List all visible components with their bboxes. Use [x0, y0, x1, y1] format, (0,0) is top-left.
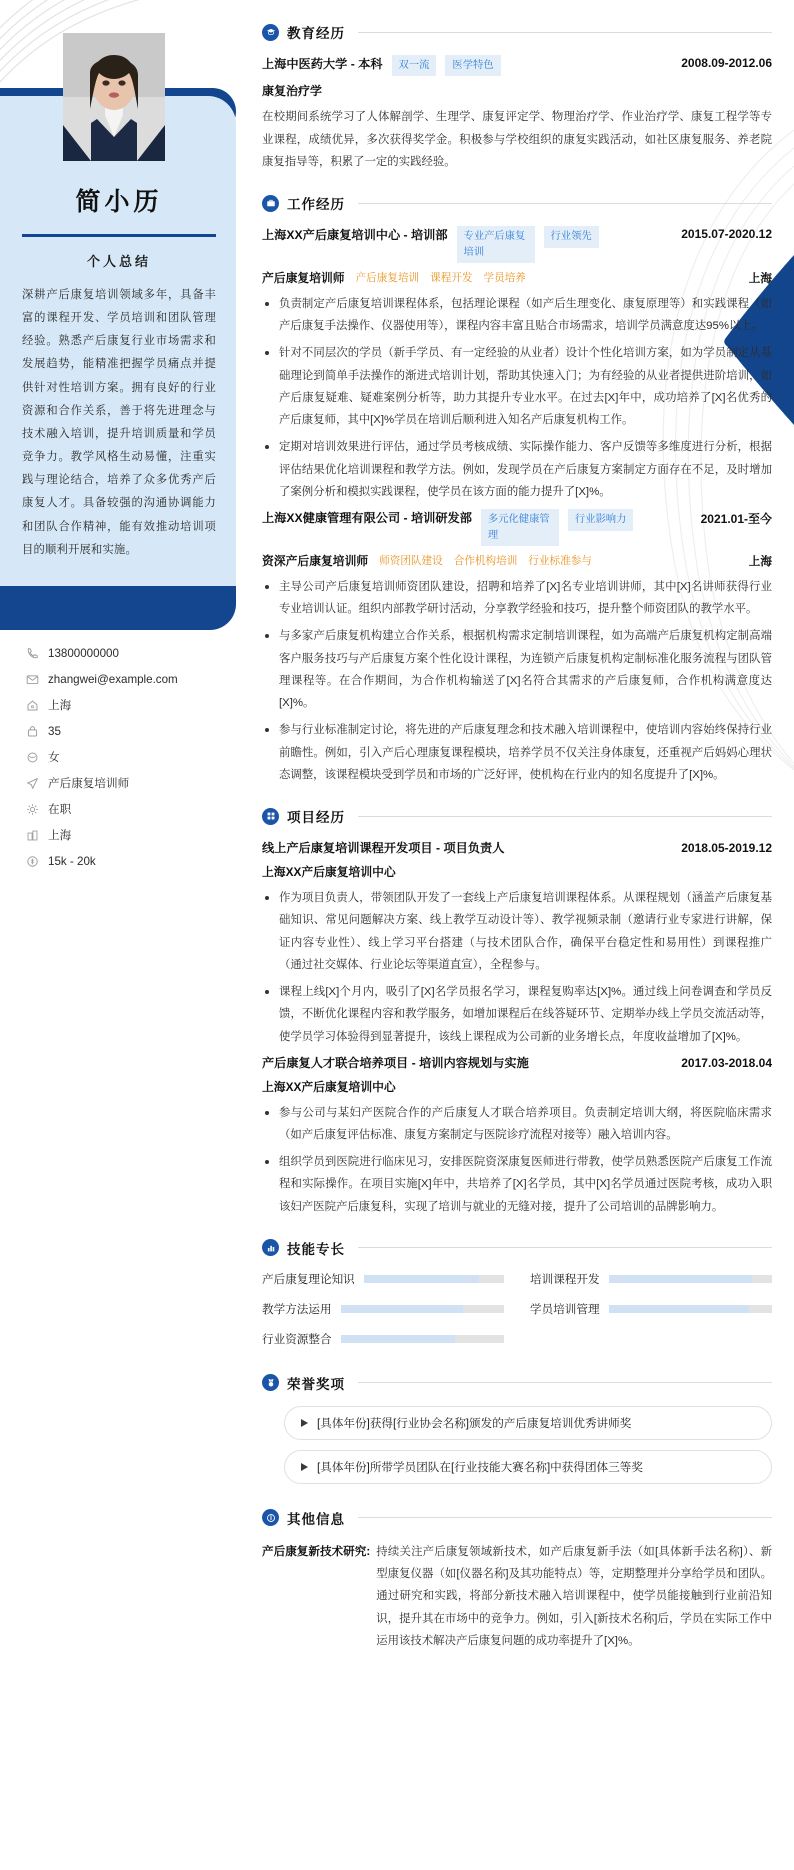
work-bullets: [262, 293, 772, 503]
job-title: 产后康复培训师: [262, 271, 345, 286]
education-major: 康复治疗学: [262, 84, 323, 99]
contact-age: [26, 718, 246, 744]
education-date: 2008.09-2012.06: [681, 56, 772, 70]
bullet-item: 参与公司与某妇产医院合作的产后康复人才联合培养项目。负责制定培训大纲，将医院临床需求（如产后康复评估标准、康复方案制定与医院诊疗流程对接等）融入培训内容。: [262, 1102, 772, 1146]
company-tag: 专业产后康复培训: [457, 226, 535, 263]
section-rule: [358, 1382, 772, 1383]
section-header-awards: [262, 1373, 772, 1393]
skill-name: 学员培训管理: [530, 1302, 600, 1316]
project-date: 2017.03-2018.04: [681, 1055, 772, 1070]
contact-value: 13800000000: [48, 646, 119, 660]
other-info-row: [262, 1541, 772, 1652]
section-rule: [358, 203, 772, 204]
award-text: [具体年份]获得[行业协会名称]颁发的产后康复培训优秀讲师奖: [317, 1416, 632, 1430]
role-tag: 合作机构培训: [453, 555, 518, 567]
project-bullets: [262, 1102, 772, 1218]
education-entry-header: [262, 55, 772, 76]
role-tag: 课程开发: [430, 272, 473, 285]
project-header: [262, 839, 772, 856]
work-role-row: [262, 552, 772, 569]
main-column: [262, 22, 772, 1652]
work-entry-header: [262, 509, 772, 546]
age-icon: [26, 725, 39, 738]
project-name: 产后康复人才联合培养项目 - 培训内容规划与实施: [262, 1055, 529, 1070]
role-tag: 行业标准参与: [528, 555, 592, 567]
job-title: 资深产后康复培训师: [262, 554, 369, 568]
summary-title: 个人总结: [86, 254, 151, 269]
salary-icon: [26, 855, 39, 868]
section-title: 工作经历: [287, 197, 345, 213]
contact-home: [26, 692, 246, 718]
contact-value: 产后康复培训师: [48, 777, 130, 790]
skill-fill: [609, 1275, 753, 1283]
work-entry: [262, 509, 772, 786]
section-header-education: [262, 22, 772, 42]
city-icon: [26, 829, 39, 842]
school-name: 上海中医药大学 - 本科: [262, 57, 383, 71]
contact-list: [0, 640, 246, 874]
project-header: [262, 1054, 772, 1071]
avatar: [63, 33, 165, 161]
contact-value: 35: [48, 724, 61, 738]
skill-bar: [364, 1275, 504, 1283]
other-label: 产后康复新技术研究:: [262, 1544, 371, 1558]
section-title: 项目经历: [287, 810, 345, 826]
role-tag: 学员培养: [483, 272, 526, 285]
info-icon: [262, 1509, 279, 1526]
project-org: 上海XX产后康复培训中心: [262, 865, 396, 880]
section-rule: [358, 1517, 772, 1518]
skill-name: 行业资源整合: [262, 1332, 332, 1346]
skill-fill: [341, 1305, 464, 1313]
contact-value: 女: [48, 751, 60, 764]
skill-name: 教学方法运用: [262, 1302, 332, 1316]
bullet-item: 定期对培训效果进行评估，通过学员考核成绩、实际操作能力、客户反馈等多维度进行分析，根据评估结果优化培训课程和教学方法。例如，发现学员在产后康复方案制定方面存在不足，及时增加了案例分析和模拟实践课程，使学员在该方面的能力提升了[X]%。: [262, 436, 772, 503]
skill-item: [262, 1331, 504, 1347]
graduation-cap-icon: [262, 24, 279, 41]
contact-city: [26, 822, 246, 848]
awards-list: [262, 1406, 772, 1484]
candidate-name: 简小历: [75, 188, 163, 216]
work-bullets: [262, 576, 772, 786]
skill-item: [530, 1271, 772, 1287]
contact-salary: [26, 848, 246, 874]
contact-status: [26, 796, 246, 822]
bullet-item: 作为项目负责人，带领团队开发了一套线上产后康复培训课程体系。从课程规划（涵盖产后康复基础知识、常见问题解决方案、线上教学互动设计等）、教学视频录制（邀请行业专家进行讲解，保证内容专业性）、线上学习平台搭建（与技术团队合作，确保平台稳定性和易用性）到课程推广（通过社交媒体、行业论坛等渠道直宣），全程参与。: [262, 887, 772, 976]
award-text: [具体年份]所带学员团队在[行业技能大赛名称]中获得团体三等奖: [317, 1460, 643, 1474]
contact-value: 15k - 20k: [48, 854, 96, 868]
skill-bar: [341, 1335, 504, 1343]
contact-job: [26, 770, 246, 796]
job-icon: [26, 777, 39, 790]
bar-chart-icon: [262, 1239, 279, 1256]
skill-name: 培训课程开发: [530, 1272, 600, 1286]
section-header-work: [262, 193, 772, 213]
bullet-item: 课程上线[X]个月内，吸引了[X]名学员报名学习，课程复购率达[X]%。通过线上问卷调查和学员反馈，不断优化课程内容和教学服务，如增加课程后在线答疑环节、定期举办线上学员交流活动等，使学员学习体验得到显著提升，该线上课程成为公司新的业务增长点，年度收益增加了[X]%。: [262, 981, 772, 1048]
skill-bar: [609, 1305, 772, 1313]
work-role-row: [262, 269, 772, 286]
company-tag: 行业影响力: [568, 509, 633, 530]
section-title: 其他信息: [287, 1511, 345, 1527]
contact-value: 上海: [48, 699, 72, 712]
status-icon: [26, 803, 39, 816]
contact-phone: [26, 640, 246, 666]
project-grid-icon: [262, 808, 279, 825]
skills-grid: [262, 1271, 772, 1347]
play-triangle-icon: [301, 1419, 308, 1427]
bullet-item: 组织学员到医院进行临床见习，安排医院资深康复医师进行带教，使学员熟悉医院产后康复工作流程和实际操作。在项目实施[X]年中，共培养了[X]名学员，其中[X]名学员通过医院考核，成功入职该妇产医院产后康复科，实现了培训与就业的无缝对接，提升了公司培训的品牌影响力。: [262, 1151, 772, 1218]
project-entry: [262, 1054, 772, 1218]
skill-fill: [364, 1275, 479, 1283]
bullet-item: 与多家产后康复机构建立合作关系，根据机构需求定制培训课程，如为高端产后康复机构定制高端客户服务技巧与产后康复方案个性化设计课程，为连锁产后康复机构定制标准化服务流程与团队管理课程等。在合作期间，为合作机构输送了[X]名符合其需求的产后康复师，合作机构满意度达[X]%。: [262, 625, 772, 714]
section-title: 荣誉奖项: [287, 1376, 345, 1392]
bullet-item: 针对不同层次的学员（新手学员、有一定经验的从业者）设计个性化培训方案，如为学员制定从基础理论到简单手法操作的渐进式培训计划，帮助其快速入门；为有经验的从业者提供进阶培训，如产后康复疑难、疑难案例分析等，助力其提升专业水平。在过去[X]年中，成功培养了[X]名优秀的产后康复师，其中[X]%学员在培训后顺利进入知名产后康复机构工作。: [262, 342, 772, 431]
phone-icon: [26, 647, 39, 660]
contact-email: [26, 666, 246, 692]
project-org: 上海XX产后康复培训中心: [262, 1079, 396, 1094]
work-entry-header: [262, 226, 772, 263]
skill-bar: [341, 1305, 504, 1313]
bullet-item: 负责制定产后康复培训课程体系，包括理论课程（如产后生理变化、康复原理等）和实践课程（如产后康复手法操作、仪器使用等），课程内容丰富且贴合市场需求，培训学员满意度达95%以上。: [262, 293, 772, 337]
company-tag: 多元化健康管理: [481, 509, 559, 546]
contact-gender: [26, 744, 246, 770]
skill-fill: [609, 1305, 750, 1313]
contact-value: 在职: [48, 803, 72, 816]
project-date: 2018.05-2019.12: [681, 841, 772, 856]
contact-value: zhangwei@example.com: [48, 672, 178, 686]
education-tag: 医学特色: [445, 55, 500, 76]
play-triangle-icon: [301, 1463, 308, 1471]
skill-item: [262, 1301, 504, 1317]
project-bullets: [262, 887, 772, 1048]
work-entry: [262, 226, 772, 503]
name-divider: [22, 234, 216, 237]
education-tag: 双一流: [392, 55, 437, 76]
section-title: 技能专长: [287, 1241, 345, 1257]
section-rule: [358, 816, 772, 817]
mail-icon: [26, 673, 39, 686]
section-rule: [358, 32, 772, 33]
company-name: 上海XX产后康复培训中心 - 培训部: [262, 228, 448, 243]
company-name: 上海XX健康管理有限公司 - 培训研发部: [262, 511, 472, 526]
skill-item: [262, 1271, 504, 1287]
contact-value: 上海: [48, 829, 72, 842]
sidebar-panel: [0, 96, 236, 616]
skill-item: [530, 1301, 772, 1317]
medal-icon: [262, 1374, 279, 1391]
gender-icon: [26, 751, 39, 764]
other-text: 持续关注产后康复领域新技术，如产后康复新手法（如[具体新手法名称]）、新型康复仪器（如[仪器名称]及其功能特点）等，定期整理并分享给学员和团队。通过研究和实践，将部分新技术融入培训课程中，使学员能接触到行业前沿知识，提升其在市场中的竞争力。例如，引入[新技术名称]后，学员在实际工作中运用该技术解决产后康复问题的成功率提升了[X]%。: [376, 1545, 772, 1647]
role-tag: 产后康复培训: [355, 272, 420, 285]
bullet-item: 参与行业标准制定讨论，将先进的产后康复理念和技术融入培训课程中，使培训内容始终保持行业前瞻性。例如，引入产后心理康复课程模块，培养学员不仅关注身体康复，还重视产后妈妈心理状态调整，该课程模块受到学员和市场的广泛好评，使机构在行业内的知名度提升了[X]%。: [262, 719, 772, 786]
sidebar-bottom-band: [0, 586, 236, 630]
award-item: [284, 1406, 772, 1440]
work-date: 2021.01-至今: [700, 512, 772, 527]
summary-text: 深耕产后康复培训领域多年，具备丰富的课程开发、学员培训和团队管理经验。熟悉产后康复行业市场需求和发展趋势，能精准把握学员痛点并提供针对性培训方案。拥有良好的行业资源和合作关系，善于将先进理念与技术融入培训，提升培训质量和学员竞争力。教学风格生动易懂，注重实践与理论结合，培养了众多优秀产后康复人才。具备较强的沟通协调能力和团队合作精神，能有效推动培训项目的顺利开展和实施。: [22, 289, 216, 556]
work-date: 2015.07-2020.12: [681, 227, 772, 242]
section-rule: [358, 1247, 772, 1248]
skill-fill: [341, 1335, 455, 1343]
work-location: 上海: [748, 554, 772, 568]
skill-bar: [609, 1275, 772, 1283]
briefcase-icon: [262, 195, 279, 212]
award-item: [284, 1450, 772, 1484]
project-entry: [262, 839, 772, 1048]
project-name: 线上产后康复培训课程开发项目 - 项目负责人: [262, 841, 505, 856]
section-title: 教育经历: [287, 26, 345, 41]
section-header-projects: [262, 806, 772, 826]
education-entry: [262, 55, 772, 173]
education-description: 在校期间系统学习了人体解剖学、生理学、康复评定学、物理治疗学、作业治疗学、康复工程学等专业课程，成绩优异，多次获得奖学金。积极参与学校组织的康复实践活动，如社区康复服务、养老院康复指导等，积累了一定的实践经验。: [262, 111, 772, 168]
role-tag: 师资团队建设: [379, 555, 443, 567]
section-header-skills: [262, 1238, 772, 1258]
company-tag: 行业领先: [544, 226, 599, 247]
home-icon: [26, 699, 39, 712]
work-location: 上海: [748, 271, 772, 285]
bullet-item: 主导公司产后康复培训师资团队建设，招聘和培养了[X]名专业培训讲师，其中[X]名讲师获得行业专业培训认证。组织内部教学研讨活动，分享教学经验和技巧，提升整个师资团队的教学水平。: [262, 576, 772, 620]
section-header-other: [262, 1508, 772, 1528]
skill-name: 产后康复理论知识: [262, 1272, 355, 1286]
